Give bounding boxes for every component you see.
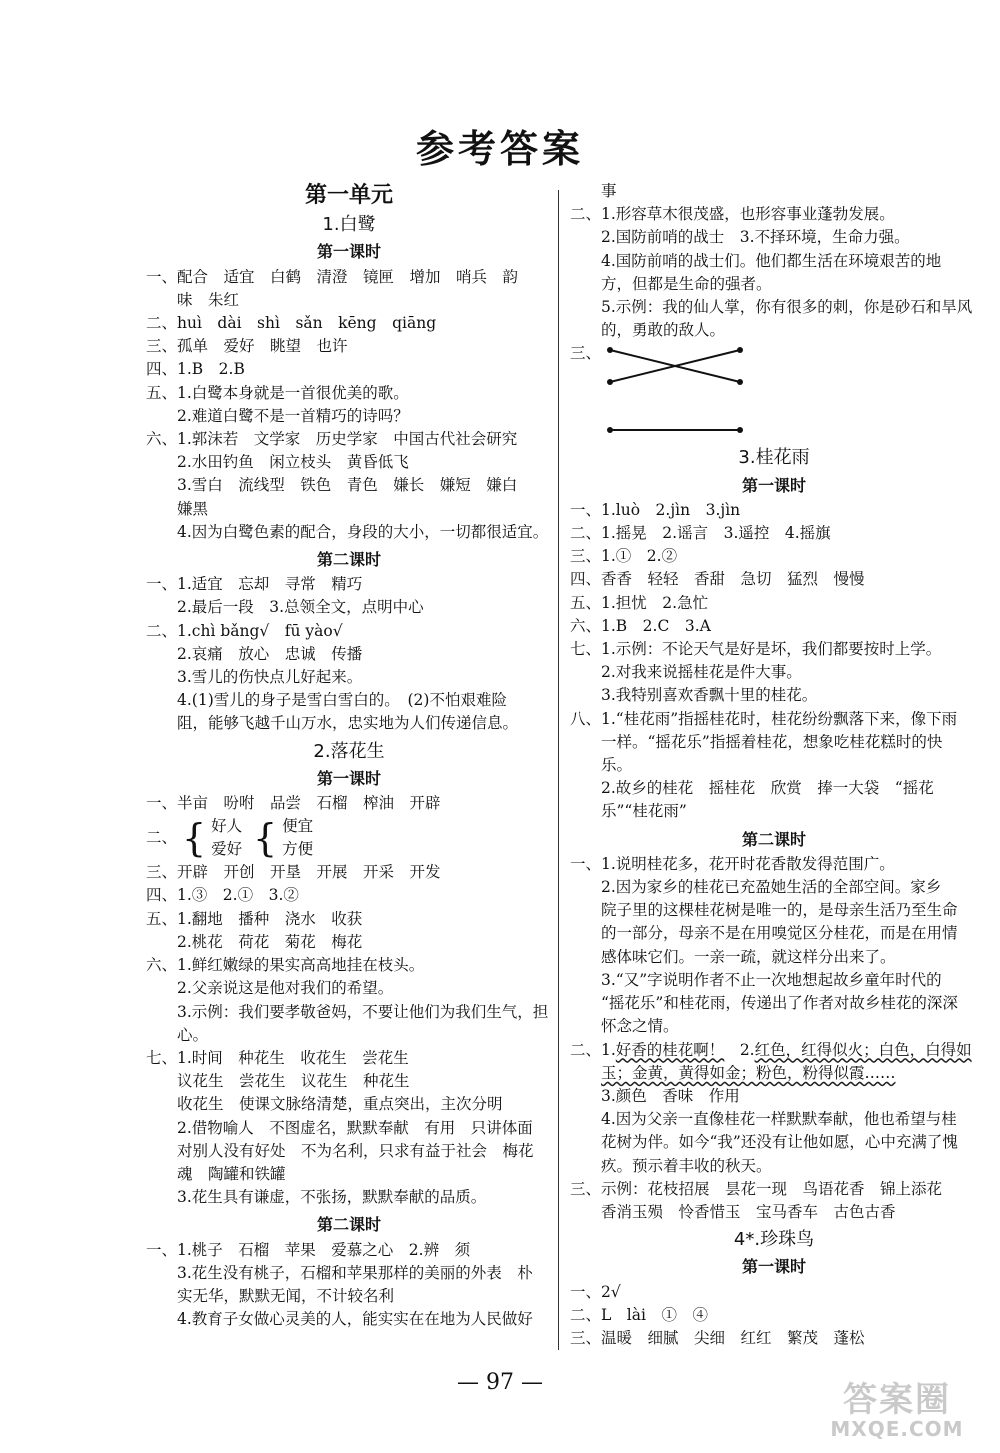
answer-line: 六、1.鲜红嫩绿的果实高高地挂在枝头。 bbox=[146, 956, 425, 975]
lesson-heading-4: 4*.珍珠鸟 bbox=[733, 1229, 815, 1251]
answer-line: 四、香香 轻轻 香甜 急切 猛烈 慢慢 bbox=[570, 570, 865, 589]
answer-line: 三、孤单 爱好 眺望 也许 bbox=[146, 337, 348, 356]
period-heading: 第一课时 bbox=[741, 475, 806, 495]
answer-line: 二、huì dài shì sǎn kēng qiāng bbox=[146, 314, 437, 333]
answer-line: 2.国防前哨的战士 3.不择环境，生命力强。 bbox=[601, 228, 910, 247]
unit-heading: 第一单元 bbox=[304, 183, 393, 208]
brace-item: 方便 bbox=[282, 840, 314, 859]
answer-line: 魂 陶罐和铁罐 bbox=[177, 1164, 286, 1183]
answer-line: 一、配合 适宜 白鹤 清澄 镜匣 增加 哨兵 韵 bbox=[146, 267, 519, 286]
answer-line: 疚。预示着丰收的秋天。 bbox=[601, 1156, 772, 1175]
answer-line: 院子里的这棵桂花树是唯一的，是母亲生活乃至生命 bbox=[601, 901, 958, 920]
answer-prefix: 二、 bbox=[146, 828, 178, 847]
answer-line: 4.教育子女做心灵美的人，能实实在在地为人民做好 bbox=[177, 1310, 533, 1329]
answer-line: 2.对我来说摇桂花是件大事。 bbox=[601, 663, 802, 682]
left-column bbox=[146, 180, 552, 1331]
matching-diagram bbox=[570, 342, 978, 442]
answer-line: “摇花乐”和桂花雨，传递出了作者对故乡桂花的深深 bbox=[601, 994, 958, 1013]
answer-line: 2.桃花 荷花 菊花 梅花 bbox=[177, 932, 363, 951]
answer-line: 2.因为家乡的桂花已充盈她生活的全部空间。家乡 bbox=[601, 878, 942, 897]
answer-line: 2.难道白鹭不是一首精巧的诗吗？ bbox=[177, 406, 409, 425]
answer-line: 感体味它们。一亲一疏，就这样分出来了。 bbox=[601, 947, 896, 966]
answer-text: 2. bbox=[724, 1040, 755, 1059]
answer-line: 心。 bbox=[177, 1025, 209, 1044]
answer-line: 怀念之情。 bbox=[601, 1017, 679, 1036]
answer-line-wavy bbox=[570, 1062, 978, 1085]
answer-line: 3.雪儿的伤快点儿好起来。 bbox=[177, 668, 363, 687]
answer-line: 2.水田钓鱼 闲立枝头 黄昏低飞 bbox=[177, 453, 409, 472]
right-column bbox=[570, 180, 978, 1350]
answer-line: 二、L lài ① ④ bbox=[570, 1305, 708, 1324]
answer-line: 4.国防前哨的战士们。他们都生活在环境艰苦的地 bbox=[601, 251, 942, 270]
answer-line: 一、2√ bbox=[570, 1282, 621, 1301]
answer-line: 4.(1)雪儿的身子是雪白雪白的。 (2)不怕艰难险 bbox=[177, 691, 507, 710]
answer-line: 味 朱红 bbox=[177, 290, 240, 309]
answer-line: 三、温暖 细腻 尖细 红红 繁茂 蓬松 bbox=[570, 1328, 865, 1347]
answer-line: 八、1.“桂花雨”指摇桂花时，桂花纷纷飘落下来，像下雨 bbox=[570, 709, 958, 728]
wavy-underlined-text: 玉；金黄，黄得如金；粉色，粉得似霞…… bbox=[601, 1063, 896, 1082]
answer-line: 的一部分，母亲不是在用嗅觉区分桂花，而是在用情 bbox=[601, 924, 958, 943]
answer-line: 一样。“摇花乐”指摇着桂花，想象吃桂花糕时的快 bbox=[601, 732, 943, 751]
answer-line: 对别人没有好处 不为名利，只求有益于社会 梅花 bbox=[177, 1141, 534, 1160]
answer-line: 五、1.担忧 2.急忙 bbox=[570, 593, 709, 612]
answer-line: 3.“又”字说明作者不止一次地想起故乡童年时代的 bbox=[601, 970, 942, 989]
answer-line: 3.花生具有谦虚，不张扬，默默奉献的品质。 bbox=[177, 1188, 487, 1207]
answer-prefix: 二、1. bbox=[570, 1040, 616, 1059]
answer-line: 2.故乡的桂花 摇桂花 欣赏 捧一大袋 “摇花 bbox=[601, 779, 934, 798]
answer-line: 事 bbox=[601, 182, 617, 200]
answer-line: 一、半亩 吩咐 品尝 石榴 榨油 开辟 bbox=[146, 794, 441, 813]
brace-item: 爱好 bbox=[211, 840, 243, 859]
answer-line: 三、1.① 2.② bbox=[570, 547, 678, 566]
answer-line: 二、1.摇晃 2.谣言 3.遥控 4.摇旗 bbox=[570, 524, 831, 543]
answer-line: 乐”“桂花雨” bbox=[601, 802, 687, 821]
answer-line: 乐。 bbox=[601, 756, 633, 775]
answer-line: 2.借物喻人 不图虚名，默默奉献 有用 只讲体面 bbox=[177, 1118, 533, 1137]
lesson-heading-1: 1.白鹭 bbox=[322, 214, 376, 236]
watermark-logo bbox=[822, 1372, 972, 1442]
period-heading: 第二课时 bbox=[316, 1215, 381, 1235]
period-heading: 第二课时 bbox=[316, 550, 381, 570]
answer-line: 收花生 使课文脉络清楚，重点突出，主次分明 bbox=[177, 1095, 503, 1114]
answer-line: 一、1.luò 2.jìn 3.jìn bbox=[570, 500, 741, 519]
answer-line: 七、1.示例：不论天气是好是坏，我们都要按时上学。 bbox=[570, 640, 942, 659]
answer-line: 六、1.B 2.C 3.A bbox=[570, 616, 711, 635]
answer-line: 三、开辟 开创 开垦 开展 开采 开发 bbox=[146, 863, 441, 882]
wavy-underlined-text: 好香的桂花啊！ bbox=[615, 1040, 725, 1059]
answer-line: 嫌黑 bbox=[177, 499, 209, 518]
answer-line: 3.示例：我们要孝敬爸妈，不要让他们为我们生气，担 bbox=[177, 1002, 549, 1021]
answer-line: 2.父亲说这是他对我们的希望。 bbox=[177, 979, 394, 998]
answer-line: 4.因为白鹭色素的配合，身段的大小，一切都很适宜。 bbox=[177, 522, 549, 541]
watermark-text: 答案圈 bbox=[843, 1380, 951, 1420]
answer-line: 六、1.郭沫若 文学家 历史学家 中国古代社会研究 bbox=[146, 430, 518, 449]
answer-line: 2.哀痛 放心 忠诚 传播 bbox=[177, 644, 363, 663]
answer-line: 五、1.白鹭本身就是一首很优美的歌。 bbox=[146, 383, 409, 402]
answer-line: 实无华，默默无闻，不计较名利 bbox=[177, 1286, 395, 1305]
answer-line: 阻，能够飞越千山万水，忠实地为人们传递信息。 bbox=[177, 714, 519, 733]
answer-line-wavy bbox=[570, 1039, 978, 1062]
period-heading: 第一课时 bbox=[316, 768, 381, 788]
lesson-heading-3: 3.桂花雨 bbox=[738, 447, 810, 469]
lesson-heading-2: 2.落花生 bbox=[313, 740, 385, 762]
brace-answer bbox=[146, 815, 552, 861]
page-title: 参考答案 bbox=[415, 127, 584, 171]
brace-icon: { bbox=[253, 816, 278, 861]
answer-line: 议花生 尝花生 议花生 种花生 bbox=[177, 1072, 410, 1091]
answer-line: 一、1.适宜 忘却 寻常 精巧 bbox=[146, 575, 363, 594]
answer-line: 三、示例：花枝招展 昙花一现 鸟语花香 锦上添花 bbox=[570, 1179, 943, 1198]
answer-line: 3.雪白 流线型 铁色 青色 嫌长 嫌短 嫌白 bbox=[177, 476, 518, 495]
answer-line: 2.最后一段 3.总领全文，点明中心 bbox=[177, 598, 424, 617]
watermark-url: MXQE.COM bbox=[830, 1417, 964, 1441]
answer-line: 3.颜色 香味 作用 bbox=[601, 1086, 740, 1105]
answer-prefix: 三、 bbox=[570, 344, 602, 363]
answer-line: 5.示例：我的仙人掌，你有很多的刺，你是砂石和旱风 bbox=[601, 298, 973, 317]
answer-line: 五、1.翻地 播种 浇水 收获 bbox=[146, 909, 363, 928]
answer-line: 一、1.说明桂花多，花开时花香散发得范围广。 bbox=[570, 854, 895, 873]
wavy-underlined-text: 红色，红得似火；白色，白得如 bbox=[754, 1040, 972, 1059]
answer-line: 方，但都是生命的强者。 bbox=[601, 274, 772, 293]
answer-line: 3.花生没有桃子，石榴和苹果那样的美丽的外表 朴 bbox=[177, 1263, 533, 1282]
period-heading: 第一课时 bbox=[316, 242, 381, 262]
answer-line: 二、1.形容草木很茂盛，也形容事业蓬勃发展。 bbox=[570, 205, 895, 224]
answer-line: 4.因为父亲一直像桂花一样默默奉献，他也希望与桂 bbox=[601, 1110, 957, 1129]
period-heading: 第二课时 bbox=[741, 829, 806, 849]
answer-line: 四、1.③ 2.① 3.② bbox=[146, 886, 299, 905]
answer-line: 香消玉殒 怜香惜玉 宝马香车 古色古香 bbox=[601, 1202, 896, 1221]
matching-lines bbox=[600, 342, 760, 442]
answer-line: 七、1.时间 种花生 收花生 尝花生 bbox=[146, 1048, 409, 1067]
brace-item: 便宜 bbox=[282, 817, 314, 836]
column-divider bbox=[558, 190, 559, 1350]
brace-icon: { bbox=[181, 816, 207, 861]
answer-line: 二、1.chì bǎng√ fū yào√ bbox=[146, 621, 343, 640]
period-heading: 第一课时 bbox=[741, 1257, 806, 1277]
answer-line: 花树为伴。如今“我”还没有让他如愿，心中充满了愧 bbox=[601, 1133, 958, 1152]
answer-line: 四、1.B 2.B bbox=[146, 360, 245, 379]
answer-line: 3.我特别喜欢香飘十里的桂花。 bbox=[601, 686, 818, 705]
answer-line: 的，勇敢的敌人。 bbox=[601, 321, 726, 340]
page-number: — 97 — bbox=[457, 1370, 543, 1395]
answer-line: 一、1.桃子 石榴 苹果 爱慕之心 2.辨 须 bbox=[146, 1240, 471, 1259]
brace-item: 好人 bbox=[211, 817, 243, 836]
